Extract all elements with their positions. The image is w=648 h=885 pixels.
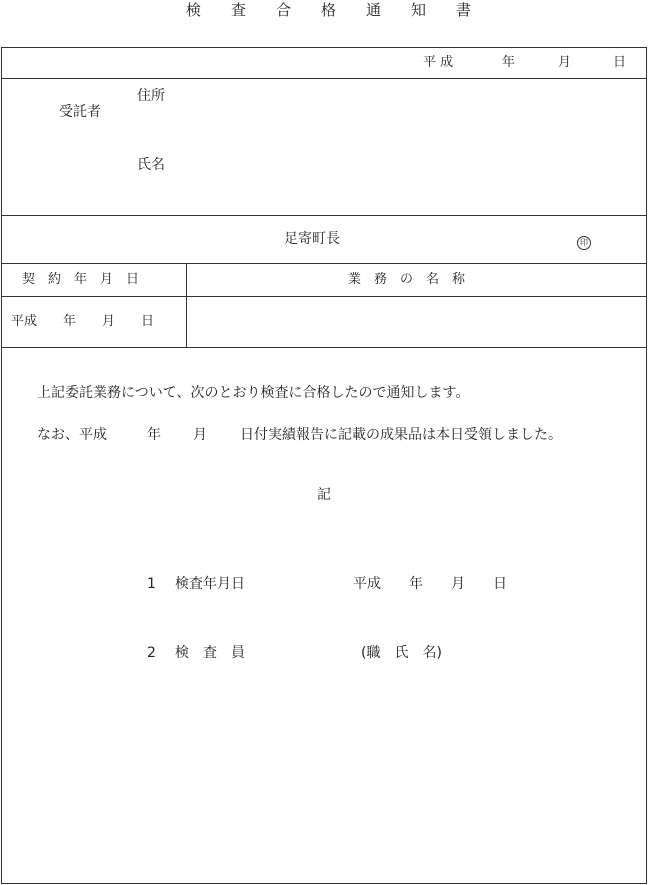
item-1-value: 平成 年 月 日 (353, 576, 507, 592)
date-day: 日 (613, 55, 627, 70)
issuer-divider (2, 263, 646, 264)
date-year: 年 (502, 55, 516, 70)
contract-date-value: 平成 年 月 日 (11, 314, 155, 329)
business-name-header: 業 務 の 名 称 (348, 272, 466, 287)
issuer-title: 足寄町長 (284, 231, 340, 247)
date-era: 平 成 (423, 55, 454, 70)
contract-date-header: 契 約 年 月 日 (22, 272, 140, 287)
item-2-value: (職 氏 名) (361, 645, 442, 661)
ki-heading: 記 (317, 487, 331, 503)
document-title: 検 査 合 格 通 知 書 (186, 1, 472, 19)
contractor-label: 受託者 (59, 104, 101, 120)
seal-icon: 印 (577, 236, 591, 250)
body-line-1: 上記委託業務について、次のとおり検査に合格したので通知します。 (37, 385, 470, 401)
address-label: 住所 (137, 88, 165, 104)
item-2-label: 検 査 員 (175, 645, 245, 661)
table-body-divider (2, 347, 646, 348)
body-line-2-month: 月 (193, 427, 207, 443)
body-line-2-suffix: 日付実績報告に記載の成果品は本日受領しました。 (240, 427, 562, 443)
table-column-divider (186, 263, 187, 347)
item-1-number: 1 (147, 576, 156, 592)
date-row-divider (2, 78, 646, 79)
date-month: 月 (558, 55, 572, 70)
item-2-number: 2 (147, 645, 156, 661)
name-label: 氏名 (137, 157, 165, 173)
item-1-label: 検査年月日 (175, 576, 245, 592)
form-frame (1, 47, 647, 884)
body-line-2-prefix: なお、平成 (37, 427, 107, 443)
body-line-2-year: 年 (147, 427, 161, 443)
table-header-divider (2, 296, 646, 297)
seal-mark (577, 232, 591, 250)
contractor-divider (2, 215, 646, 216)
